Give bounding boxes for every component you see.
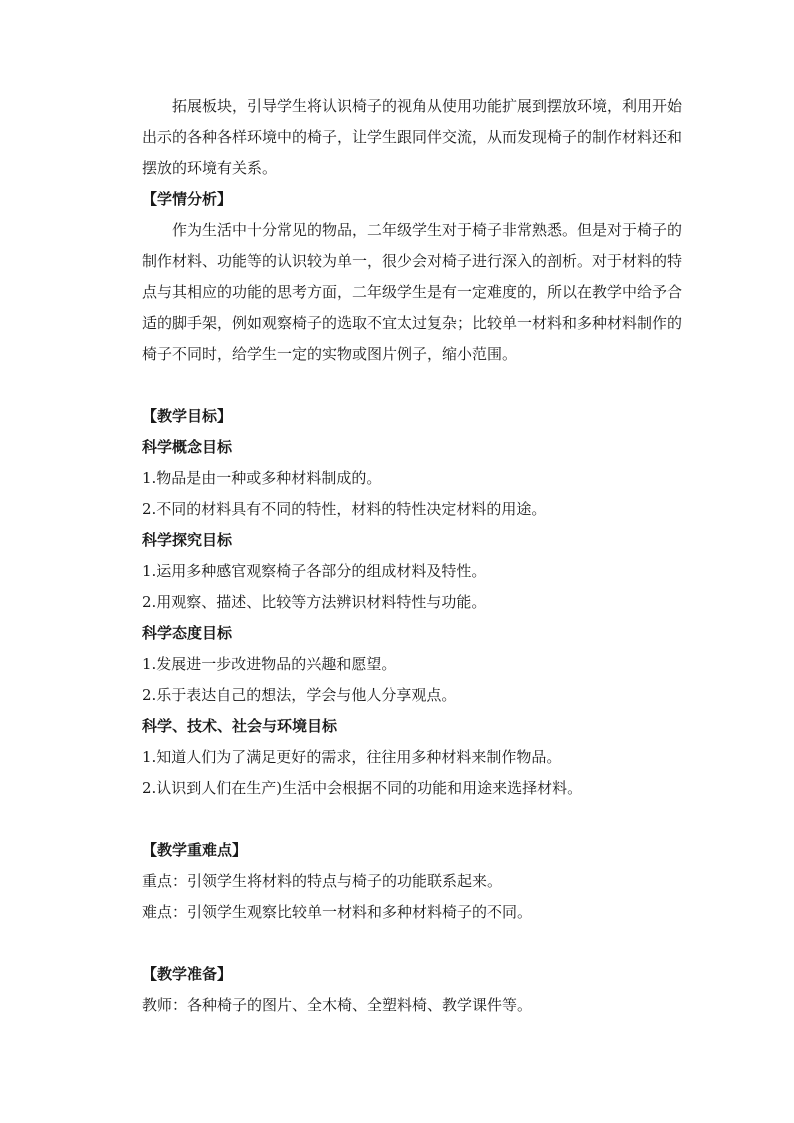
preparation-teacher: 教师：各种椅子的图片、全木椅、全塑料椅、教学课件等。 bbox=[142, 996, 533, 1014]
objective-group-title: 科学概念目标 bbox=[142, 438, 233, 456]
document-page bbox=[142, 91, 682, 1021]
objectives-heading: 【教学目标】 bbox=[142, 407, 233, 425]
intro-paragraph: 拓展板块，引导学生将认识椅子的视角从使用功能扩展到摆放环境，利用开始出示的各种各样环境中的椅子，让学生跟同伴交流，从而发现椅子的制作材料还和摆放的环境有关系。 bbox=[142, 97, 683, 177]
key-points-heading: 【教学重难点】 bbox=[142, 841, 248, 859]
spacer bbox=[142, 928, 682, 959]
objective-group-title: 科学探究目标 bbox=[142, 531, 233, 549]
student-analysis-heading: 【学情分析】 bbox=[142, 190, 233, 208]
preparation-heading: 【教学准备】 bbox=[142, 965, 233, 983]
objective-item: 1.运用多种感官观察椅子各部分的组成材料及特性。 bbox=[142, 562, 487, 580]
student-analysis-paragraph: 作为生活中十分常见的物品，二年级学生对于椅子非常熟悉。但是对于椅子的制作材料、功能等的认识较为单一，很少会对椅子进行深入的剖析。对于材料的特点与其相应的功能的思考方面，二年级学生是有一定难度的，所以在教学中给予合适的脚手架，例如观察椅子的选取不宜太过复杂；比较单一材料和多种材料制作的椅子不同时，给学生一定的实物或图片例子，缩小范围。 bbox=[142, 221, 683, 363]
objective-item: 1.发展进一步改进物品的兴趣和愿望。 bbox=[142, 655, 397, 673]
objective-item: 2.乐于表达自己的想法，学会与他人分享观点。 bbox=[142, 686, 457, 704]
spacer bbox=[142, 370, 682, 401]
objective-item: 2.用观察、描述、比较等方法辨识材料特性与功能。 bbox=[142, 593, 487, 611]
key-point-focus: 重点：引领学生将材料的特点与椅子的功能联系起来。 bbox=[142, 872, 503, 890]
objective-item: 2.认识到人们在生产)生活中会根据不同的功能和用途来选择材料。 bbox=[142, 779, 583, 797]
objective-item: 1.知道人们为了满足更好的需求，往往用多种材料来制作物品。 bbox=[142, 748, 562, 766]
spacer bbox=[142, 804, 682, 835]
key-point-difficulty: 难点：引领学生观察比较单一材料和多种材料椅子的不同。 bbox=[142, 903, 533, 921]
objective-item: 1.物品是由一种或多种材料制成的。 bbox=[142, 469, 382, 487]
objective-group-title: 科学态度目标 bbox=[142, 624, 233, 642]
objective-item: 2.不同的材料具有不同的特性，材料的特性决定材料的用途。 bbox=[142, 500, 547, 518]
objective-group-title: 科学、技术、社会与环境目标 bbox=[142, 717, 338, 735]
